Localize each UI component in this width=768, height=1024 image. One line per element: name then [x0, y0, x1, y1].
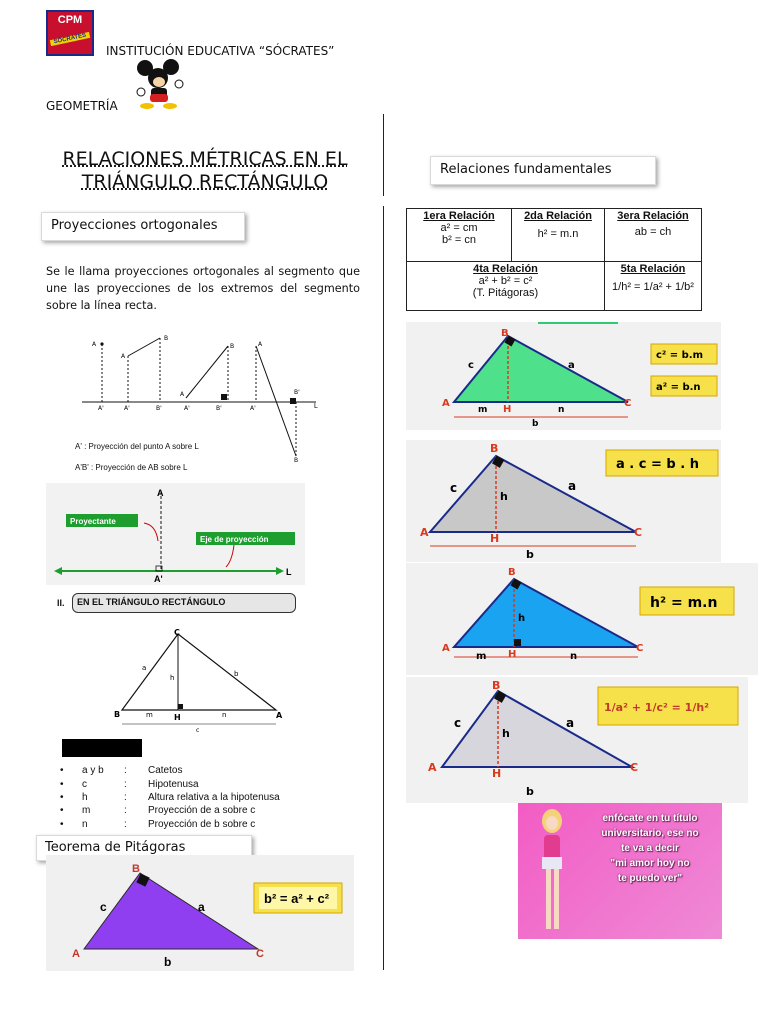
relation-3-formula: ab = ch	[634, 226, 672, 238]
relation-1-cell	[407, 209, 512, 262]
relation-1-title: 1era Relación	[423, 210, 495, 222]
svg-text:A: A	[180, 391, 185, 398]
projection-legend-1: A' : Proyección del punto A sobre L	[75, 442, 199, 451]
svg-text:A': A'	[184, 405, 190, 412]
fig2-a: a	[568, 479, 577, 493]
relation-4-cell	[407, 262, 605, 311]
svg-text:B: B	[230, 343, 235, 350]
axis-point-A: A	[157, 488, 164, 498]
column-divider-lower	[383, 206, 384, 970]
fig1-formula-1: c² = b.m	[656, 350, 704, 361]
fig2-b: b	[526, 548, 534, 561]
figure-relation-2	[406, 440, 721, 562]
tri-b: b	[234, 670, 239, 678]
relation-2-cell	[512, 209, 605, 262]
svg-text:A: A	[121, 353, 126, 360]
fig1-m: m	[478, 405, 488, 415]
relation-5-cell	[605, 262, 702, 311]
tri-a: a	[142, 664, 147, 672]
motivational-line-2: universitario, ese no	[601, 828, 699, 839]
fig4-B: B	[492, 679, 501, 692]
point-A-proj: A'	[98, 405, 104, 412]
svg-text:A: A	[258, 341, 263, 348]
relation-5-formula: 1/h² = 1/a² + 1/b²	[612, 281, 694, 293]
figure-relation-4	[406, 677, 748, 803]
fig1-C: C	[624, 398, 632, 409]
section-relaciones	[430, 156, 656, 185]
tri-C: C	[174, 628, 180, 637]
fig4-h: h	[502, 727, 510, 740]
pit-a: a	[198, 900, 205, 914]
fig4-C: C	[630, 761, 639, 774]
relation-4-title: 4ta Relación	[473, 263, 538, 275]
right-triangle-diagram	[110, 626, 290, 736]
projection-axis-figure	[46, 483, 305, 585]
proyectante-label: Proyectante	[70, 517, 116, 526]
pitagoras-figure	[46, 855, 354, 971]
fig2-C: C	[634, 526, 643, 539]
fig1-b: b	[532, 419, 539, 429]
fig2-A: A	[420, 526, 429, 539]
relation-2-formula: h² = m.n	[537, 228, 579, 240]
projection-legend-2: A'B' : Proyección de AB sobre L	[75, 463, 188, 472]
redacted-block	[62, 739, 142, 757]
svg-text:B': B'	[294, 389, 300, 396]
title-line-2: TRIÁNGULO RECTÁNGULO	[81, 171, 329, 193]
line-label-L: L	[314, 403, 318, 410]
fig1-B: B	[501, 328, 509, 339]
fig2-c: c	[450, 481, 458, 495]
mascot-image	[135, 58, 185, 110]
fig3-B: B	[508, 567, 516, 578]
fig4-a: a	[566, 716, 575, 730]
fig1-H: H	[503, 404, 512, 415]
tri-n: n	[222, 711, 227, 719]
relation-1-formula-1: a² = cm	[440, 222, 478, 234]
pit-c: c	[100, 900, 107, 914]
pit-C: C	[256, 948, 264, 960]
fig4-A: A	[428, 761, 437, 774]
fig3-H: H	[508, 649, 517, 660]
fig2-h: h	[500, 490, 508, 503]
relation-4-formula: a² + b² = c²	[478, 275, 533, 287]
relations-table	[406, 208, 702, 311]
pit-formula: b² = a² + c²	[264, 891, 330, 906]
fig1-c: c	[468, 360, 474, 371]
school-name: INSTITUCIÓN EDUCATIVA “SÓCRATES”	[106, 44, 335, 58]
school-logo	[46, 10, 94, 56]
svg-text:A': A'	[124, 405, 130, 412]
fig3-n: n	[570, 651, 578, 662]
fig2-B: B	[490, 442, 499, 455]
page-title	[40, 148, 370, 194]
pit-b: b	[164, 955, 172, 969]
motivational-line-5: te puedo ver"	[617, 873, 683, 884]
motivational-line-3: te va a decir	[621, 843, 679, 854]
section-2-label: EN EL TRIÁNGULO RECTÁNGULO	[77, 597, 226, 607]
logo-banner: SÓCRATES	[50, 32, 90, 46]
fig1-a: a	[568, 360, 575, 371]
axis-point-A-proj: A'	[154, 574, 163, 584]
axis-line-L: L	[286, 567, 292, 577]
tri-m: m	[146, 711, 153, 719]
fig4-formula: 1/a² + 1/c² = 1/h²	[604, 701, 709, 714]
logo-text: CPM	[57, 14, 83, 26]
svg-text:B': B'	[216, 405, 222, 412]
figure-relation-1	[406, 322, 721, 430]
fig3-A: A	[442, 643, 450, 654]
motivational-image	[518, 803, 722, 939]
motivational-text	[582, 811, 718, 886]
tri-c: c	[196, 727, 200, 734]
tri-h: h	[170, 674, 175, 682]
tri-H: H	[174, 713, 181, 722]
figure-relation-3	[406, 563, 758, 675]
fig4-b: b	[526, 785, 534, 798]
eje-label: Eje de proyección	[200, 535, 269, 544]
relation-5-title: 5ta Relación	[620, 263, 686, 275]
svg-text:B': B'	[156, 405, 162, 412]
svg-text:A': A'	[250, 405, 256, 412]
fig3-h: h	[518, 613, 526, 624]
fig3-formula: h² = m.n	[650, 595, 718, 611]
svg-text:B: B	[294, 457, 299, 464]
section-proyecciones	[41, 212, 245, 241]
pit-A: A	[72, 948, 80, 960]
fig3-m: m	[476, 651, 487, 662]
fig4-H: H	[492, 767, 502, 780]
fig4-c: c	[454, 716, 462, 730]
subject-label: GEOMETRÍA	[46, 99, 118, 113]
point-A: A	[92, 341, 97, 348]
pit-B: B	[132, 863, 140, 875]
relation-1-formula-2: b² = cn	[442, 234, 476, 246]
fig2-formula: a . c = b . h	[616, 457, 699, 472]
relation-2-title: 2da Relación	[524, 210, 592, 222]
doll-figure-icon	[530, 807, 574, 935]
column-divider	[383, 114, 384, 196]
tri-A: A	[276, 711, 283, 720]
fig3-C: C	[636, 643, 644, 654]
section-relaciones-label: Relaciones fundamentales	[440, 162, 612, 177]
motivational-line-4: "mi amor hoy no	[610, 858, 690, 869]
fig1-n: n	[558, 405, 565, 415]
svg-text:B: B	[164, 335, 169, 342]
section-2-number: II.	[57, 598, 65, 608]
motivational-line-1: enfócate en tu título	[602, 813, 698, 824]
relation-4-note: (T. Pitágoras)	[472, 287, 539, 299]
section-pitagoras-label: Teorema de Pitágoras	[45, 840, 186, 855]
relation-3-title: 3era Relación	[617, 210, 689, 222]
section-proyecciones-label: Proyecciones ortogonales	[51, 218, 218, 233]
fig1-A: A	[442, 398, 450, 409]
section-2-box	[72, 593, 296, 613]
relation-3-cell	[605, 209, 702, 262]
title-line-1: RELACIONES MÉTRICAS EN EL	[62, 148, 348, 170]
fig2-H: H	[490, 532, 500, 545]
tri-B: B	[114, 710, 121, 719]
fig1-formula-2: a² = b.n	[656, 382, 701, 393]
definition-paragraph: Se le llama proyecciones ortogonales al segmento que une las proyecciones de los extremos del segmento sobre la línea recta.	[46, 265, 360, 312]
